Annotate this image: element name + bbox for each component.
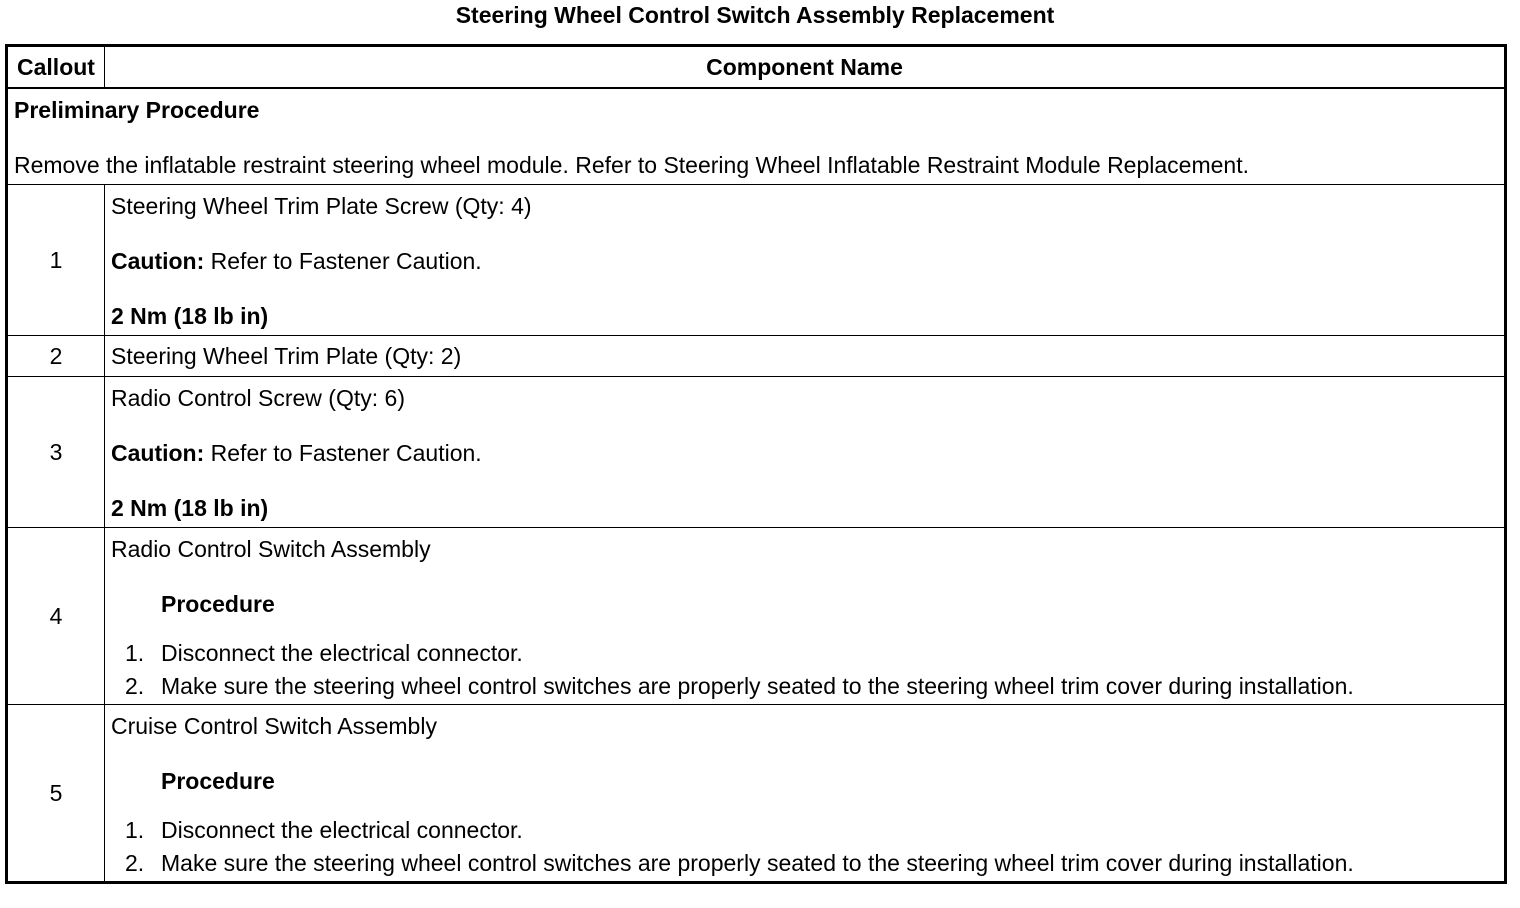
- procedure-steps: [111, 638, 1498, 704]
- component-cell: [105, 336, 1506, 377]
- preliminary-procedure-row: [7, 88, 1506, 185]
- component-table: [5, 44, 1507, 884]
- component-cell: [105, 377, 1506, 528]
- torque-spec: 2 Nm (18 lb in): [111, 303, 269, 329]
- table-row: [7, 336, 1506, 377]
- preliminary-procedure-cell: [7, 88, 1506, 185]
- caution-label: Caution:: [111, 248, 205, 274]
- preliminary-procedure-heading: Preliminary Procedure: [14, 97, 260, 123]
- table-row: [7, 377, 1506, 528]
- step-text: Disconnect the electrical connector.: [161, 817, 523, 843]
- step-number: 1.: [125, 640, 145, 666]
- callout-number: 1: [7, 185, 105, 336]
- component-cell: [105, 705, 1506, 883]
- table-row: [7, 705, 1506, 883]
- caution-label: Caution:: [111, 440, 205, 466]
- callout-number: 3: [7, 377, 105, 528]
- callout-number: 4: [7, 528, 105, 705]
- callout-number: 2: [7, 336, 105, 377]
- caution-note: [111, 240, 1498, 295]
- step-text: Make sure the steering wheel control switches are properly seated to the steering wheel trim cover during installation.: [161, 850, 1354, 876]
- table-row: [7, 185, 1506, 336]
- caution-text: Refer to Fastener Caution.: [204, 248, 482, 274]
- torque-spec: 2 Nm (18 lb in): [111, 495, 269, 521]
- procedure-heading: Procedure: [161, 591, 275, 617]
- step-text: Disconnect the electrical connector.: [161, 640, 523, 666]
- step-number: 2.: [125, 850, 145, 876]
- procedure-step: [111, 815, 1498, 848]
- component-cell: [105, 185, 1506, 336]
- callout-column-header: Callout: [7, 46, 105, 89]
- component-cell: [105, 528, 1506, 705]
- table-row: [7, 528, 1506, 705]
- page-title: Steering Wheel Control Switch Assembly Replacement: [455, 2, 1055, 28]
- component-name: Steering Wheel Trim Plate (Qty: 2): [111, 342, 462, 369]
- component-name: Radio Control Switch Assembly: [111, 536, 431, 562]
- procedure-step: [111, 671, 1498, 704]
- procedure-steps: [111, 815, 1498, 881]
- procedure-step: [111, 638, 1498, 671]
- component-name: Steering Wheel Trim Plate Screw (Qty: 4): [111, 193, 532, 219]
- component-name-column-header: Component Name: [105, 46, 1506, 89]
- step-text: Make sure the steering wheel control switches are properly seated to the steering wheel trim cover during installation.: [161, 673, 1354, 699]
- caution-text: Refer to Fastener Caution.: [204, 440, 482, 466]
- component-name: Cruise Control Switch Assembly: [111, 713, 437, 739]
- procedure-heading: Procedure: [161, 768, 275, 794]
- procedure-step: [111, 848, 1498, 881]
- caution-note: [111, 432, 1498, 487]
- step-number: 2.: [125, 673, 145, 699]
- table-header-row: [7, 46, 1506, 89]
- component-name: Radio Control Screw (Qty: 6): [111, 385, 405, 411]
- step-number: 1.: [125, 817, 145, 843]
- callout-number: 5: [7, 705, 105, 883]
- preliminary-procedure-text: Remove the inflatable restraint steering wheel module. Refer to Steering Wheel Inflatable Restraint Module Replacement.: [14, 152, 1249, 178]
